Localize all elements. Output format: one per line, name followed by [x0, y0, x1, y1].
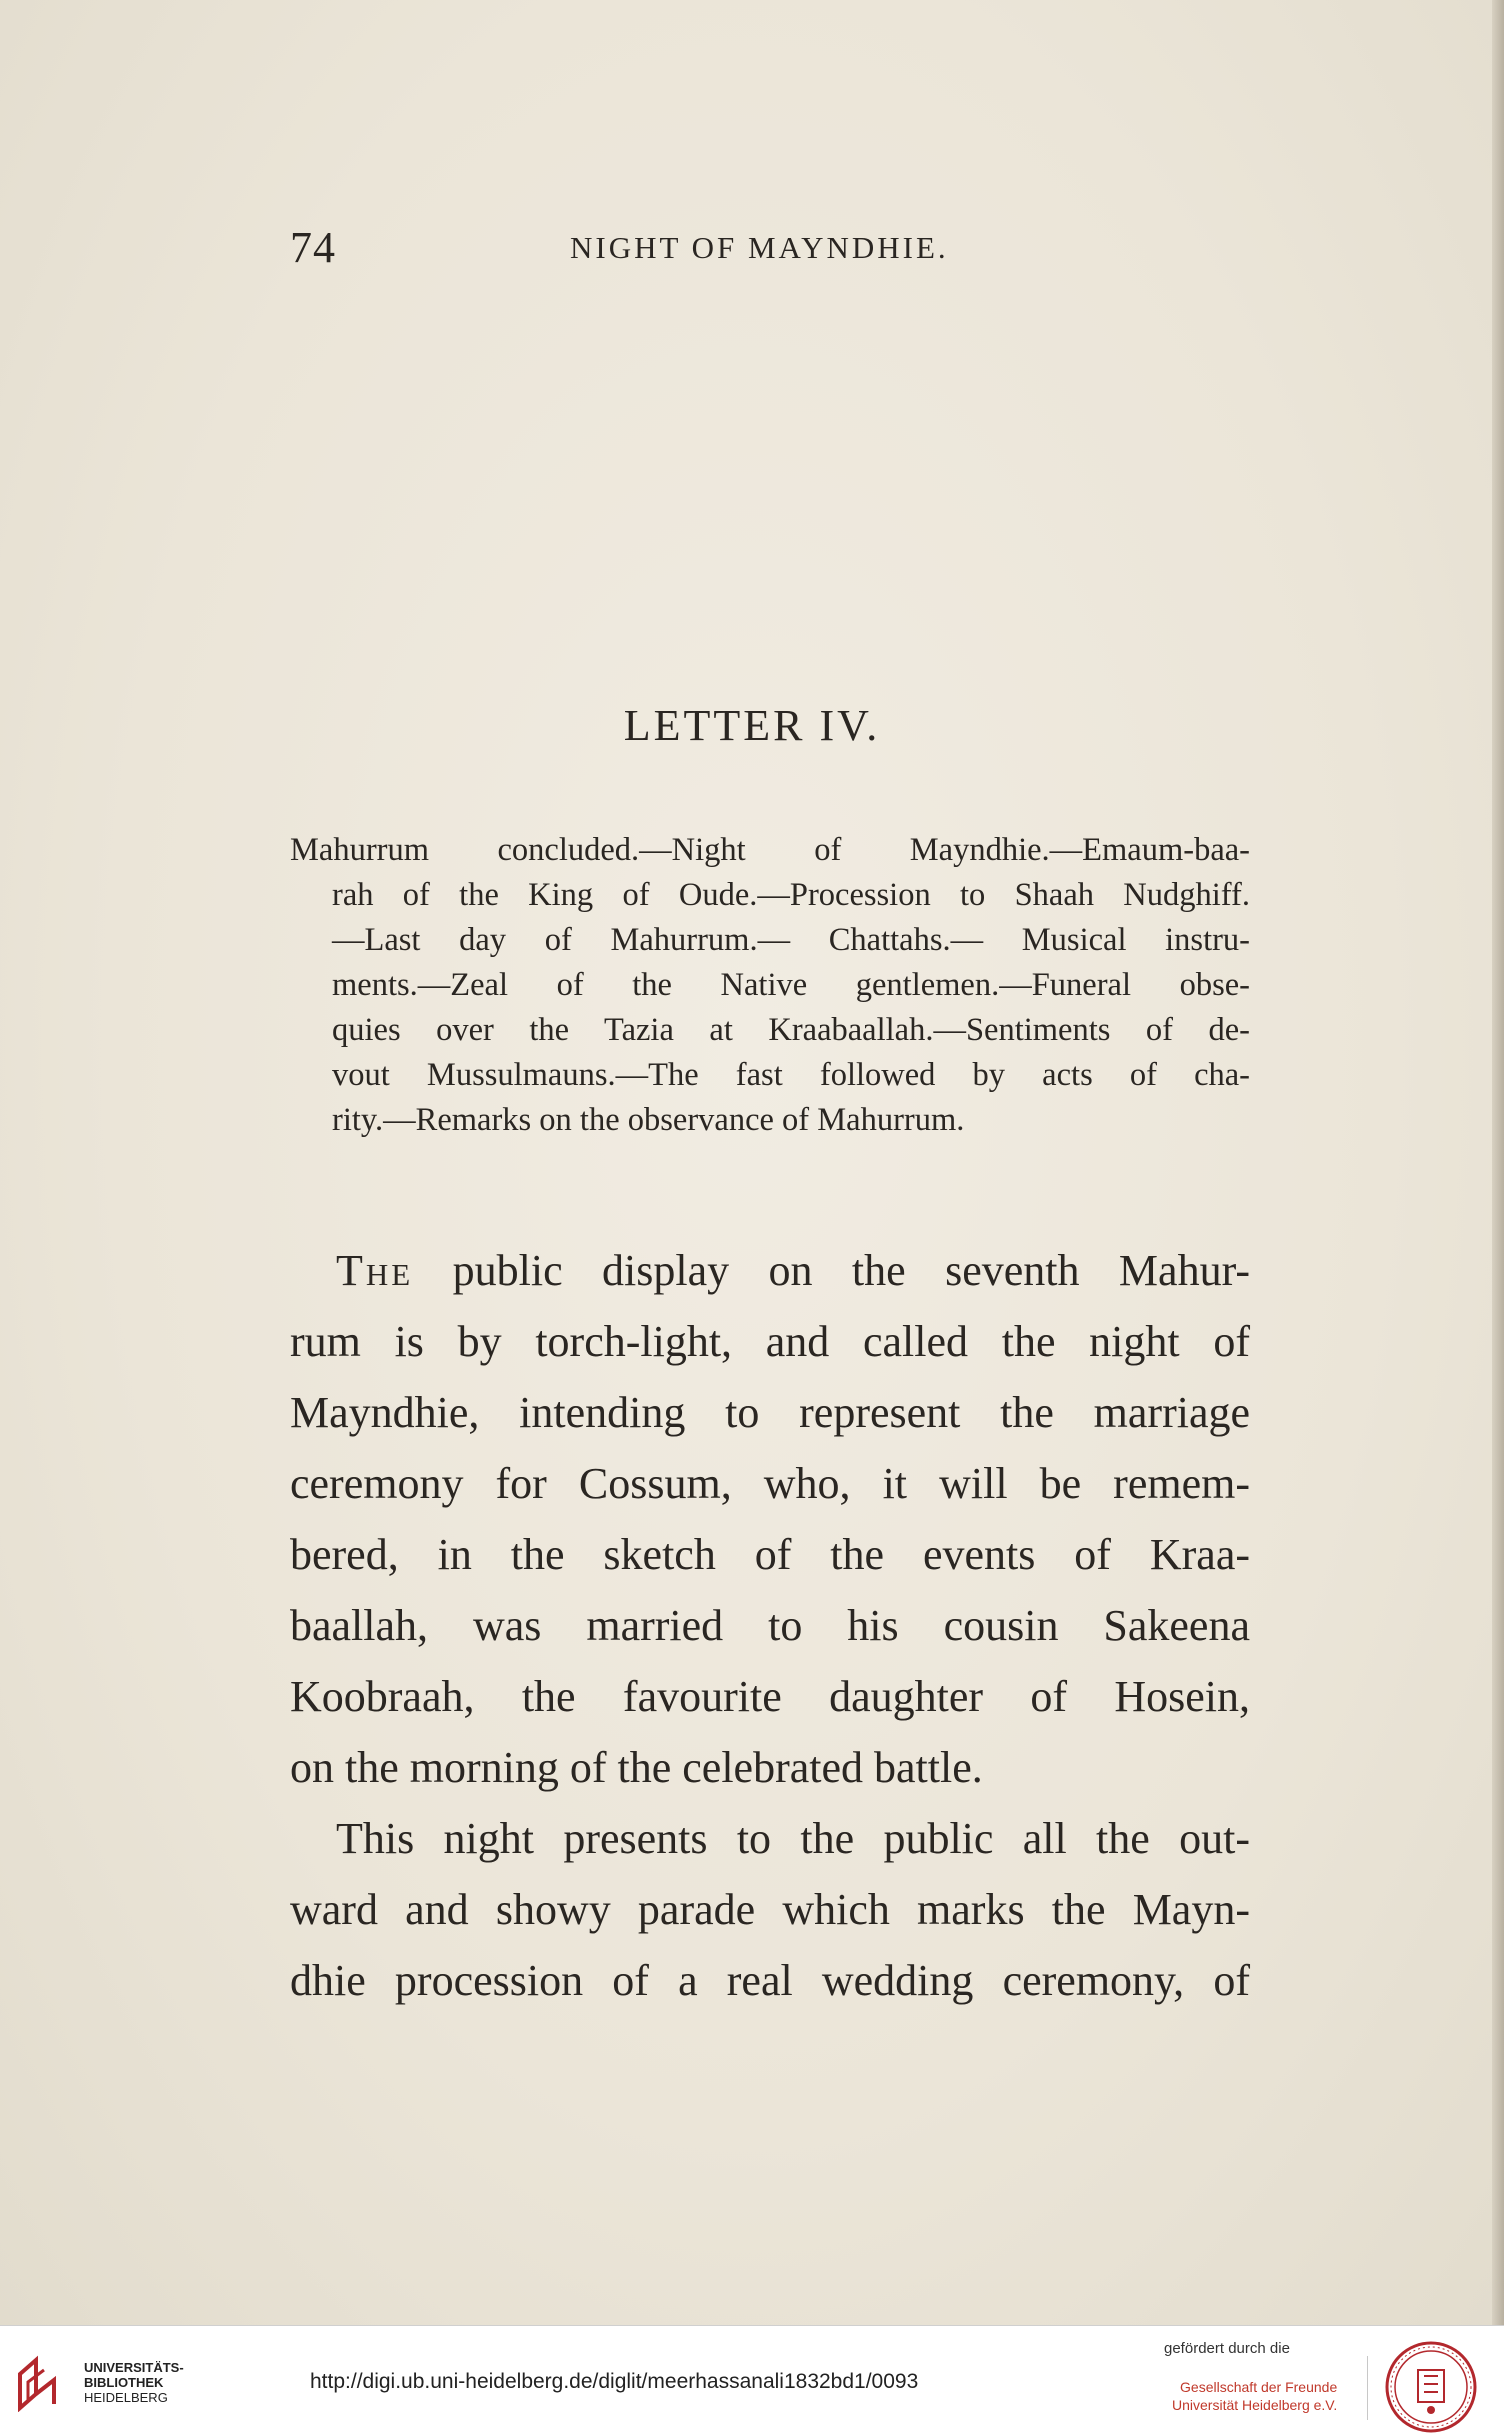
- sponsor-label: gefördert durch die: [1164, 2340, 1290, 2357]
- library-name-line: HEIDELBERG: [84, 2390, 168, 2405]
- body-line: Mayndhie, intending to represent the marriage: [290, 1388, 1250, 1437]
- library-logo-icon: [14, 2352, 70, 2412]
- university-seal-icon: [1384, 2340, 1478, 2434]
- library-name-line: BIBLIOTHEK: [84, 2375, 164, 2390]
- library-name: [84, 2360, 184, 2405]
- summary-line: ments.—Zeal of the Native gentlemen.—Funeral obse-: [332, 967, 1250, 1003]
- body-line: [290, 1235, 1250, 1306]
- running-head: [290, 222, 1250, 282]
- summary-line: quies over the Tazia at Kraabaallah.—Sentiments of de-: [332, 1012, 1250, 1048]
- letter-heading: LETTER IV.: [623, 701, 881, 750]
- body-line: Koobraah, the favourite daughter of Hosein,: [290, 1672, 1250, 1721]
- lead-word: The: [336, 1246, 414, 1295]
- body-line: ceremony for Cossum, who, it will be remem-: [290, 1459, 1250, 1508]
- summary-line: vout Mussulmauns.—The fast followed by acts of cha-: [332, 1057, 1250, 1093]
- summary-line: —Last day of Mahurrum.— Chattahs.— Musical instru-: [332, 922, 1250, 958]
- library-name-line: UNIVERSITÄTS-: [84, 2360, 184, 2375]
- body-text: [290, 1235, 1250, 2016]
- summary-line: rity.—Remarks on the observance of Mahurrum.: [332, 1102, 965, 1138]
- sponsor-name: [1172, 2378, 1337, 2414]
- body-line: This night presents to the public all the out-: [336, 1814, 1250, 1863]
- body-line: bered, in the sketch of the events of Kraa-: [290, 1530, 1250, 1579]
- sponsor-name-line: Gesellschaft der Freunde: [1180, 2379, 1338, 2395]
- body-line: on the morning of the celebrated battle.: [290, 1743, 983, 1792]
- chapter-summary: [290, 828, 1250, 1143]
- running-title: NIGHT OF MAYNDHIE.: [570, 230, 949, 265]
- body-line: rum is by torch-light, and called the night of: [290, 1317, 1250, 1366]
- footer-divider: [1367, 2356, 1368, 2420]
- source-url-link[interactable]: http://digi.ub.uni-heidelberg.de/diglit/meerhassanali1832bd1/0093: [310, 2370, 919, 2393]
- body-line: dhie procession of a real wedding ceremony, of: [290, 1956, 1250, 2005]
- sponsor-name-line: Universität Heidelberg e.V.: [1172, 2397, 1338, 2413]
- body-line: baallah, was married to his cousin Sakeena: [290, 1601, 1250, 1650]
- body-line: ward and showy parade which marks the Mayn-: [290, 1885, 1250, 1934]
- footer-bar: [0, 2325, 1504, 2434]
- page-number: 74: [290, 223, 336, 272]
- summary-line: Mahurrum concluded.—Night of Mayndhie.—Emaum-baa-: [290, 832, 1250, 868]
- body-line-rest: public display on the seventh Mahur-: [413, 1246, 1250, 1295]
- page-edge: [1492, 0, 1504, 2325]
- summary-line: rah of the King of Oude.—Procession to Shaah Nudghiff.: [332, 877, 1250, 913]
